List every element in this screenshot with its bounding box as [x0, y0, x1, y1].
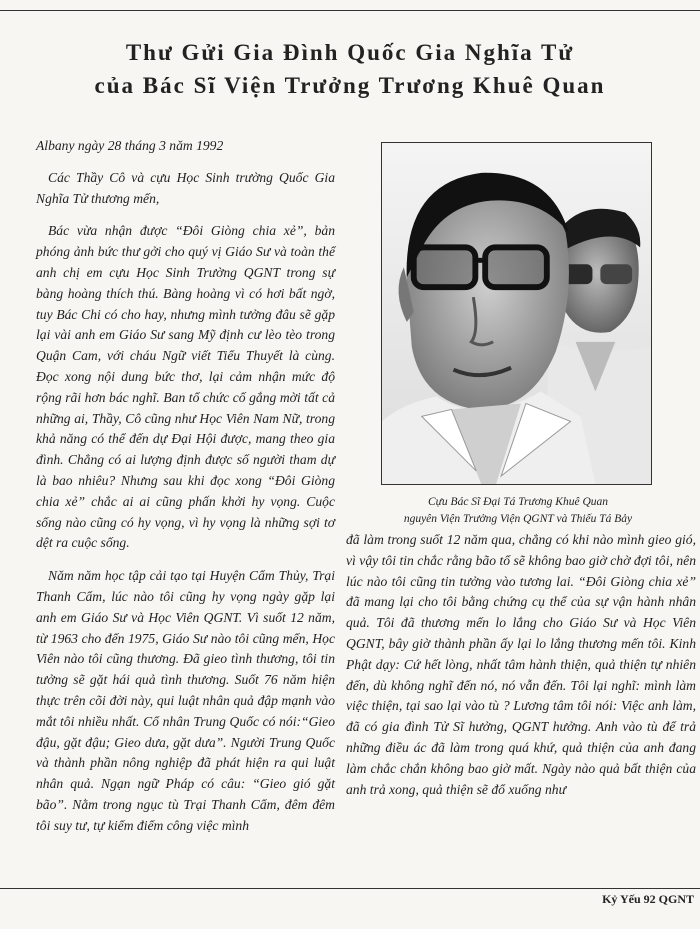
letter-date: Albany ngày 28 tháng 3 năm 1992 — [36, 138, 224, 153]
photo-caption — [348, 494, 688, 528]
page-footer: Kỷ Yếu 92 QGNT — [602, 892, 694, 906]
bottom-rule — [0, 888, 700, 889]
letter-greeting: Các Thầy Cô và cựu Học Sinh trường Quốc Gia Nghĩa Tử thương mến, — [36, 169, 335, 206]
caption-line-2: nguyên Viện Trưởng Viện QGNT và Thiếu Tá Bảy — [403, 513, 633, 525]
letter-paragraph-2: Năm năm học tập cải tạo tại Huyện Cẩm Thủy, Trại Thanh Cẩm, lúc nào tôi cũng hy vọng ngày gặp lại anh em Giáo Sư và Học Viên QGNT. Vì suốt 12 năm, từ 1963 cho đến 1975, Giáo Sư nào tôi cũng mến, Học Viên nào tôi cũng thương. Đã gieo tình thương, tôi tin tưởng sẽ gặt hái quả tình thương. Suốt 76 năm hiện thực trên cõi đời này, qui luật nhân quả đập mạnh vào mắt tôi nhiều nhất. Cổ nhân Trung Quốc có nói:“Gieo đậu, gặt đậu; Gieo dưa, gặt dưa”. Người Trung Quốc và thành phần nông nghiệp đã phát hiện ra qui luật nhân quả. Ngạn ngữ Pháp có câu: “Gieo gió gặt bão”. Nằm trong ngục tù Trại Thanh Cẩm, đêm đêm tôi suy tư, tự kiểm điểm công việc mình — [36, 568, 335, 833]
letter-paragraph-1: Bác vừa nhận được “Đôi Giòng chia xẻ”, bản phóng ảnh bức thư gởi cho quý vị Giáo Sư và toàn thể anh chị em cựu Học Sinh Trường QGNT trong sự bàng hoàng thích thú. Bàng hoàng vì có hơi bất ngờ, tuy Bác Chi có cho hay, nhưng mình tưởng đâu sẽ gặp lại vài anh em Giáo Sư sang Mỹ định cư lèo tèo trong Quận Cam, với cháu Ngữ viết Tiểu Thuyết là cùng. Đọc xong nội dung bức thơ, lại cảm nhận mức độ rộng rãi hơn bác nghĩ. Ban tổ chức cố gắng mời tất cả những ai, Thầy, Cô cũng như Học Viên Nam Nữ, trong khả năng có thể đến dự Đại Hội được, mang theo gia đình. Chẳng có ai lượng định được số người tham dự là bao nhiêu? Nhưng sau khi đọc xong “Đôi Giòng chia xẻ” chắc ai ai cũng phấn khởi hy vọng. Cuộc sống nào cũng có hy vọng, vì hy vọng là những sợi tơ dệt ra cuộc sống. — [36, 223, 335, 551]
caption-line-1: Cựu Bác Sĩ Đại Tá Trương Khuê Quan — [427, 496, 608, 508]
photo-image — [382, 143, 651, 484]
title-line-1: Thư Gửi Gia Đình Quốc Gia Nghĩa Tử — [125, 40, 575, 65]
portrait-photo — [381, 142, 652, 485]
left-column — [36, 136, 335, 837]
title-line-2: của Bác Sĩ Viện Trưởng Trương Khuê Quan — [94, 73, 606, 98]
right-column — [346, 530, 696, 800]
top-rule — [0, 10, 700, 11]
page-title — [0, 36, 700, 102]
letter-paragraph-2-continued: đã làm trong suốt 12 năm qua, chẳng có khi nào mình gieo gió, vì vậy tôi tin chắc rằng bão tố sẽ không bao giờ chờ đợi tôi, nên lúc nào tôi cũng tin tưởng vào tương lai. “Đôi Giòng chia xẻ” đã mang lại cho tôi bằng chứng cụ thể của sự vận hành nhân quả. Tôi đã thương mến lo lắng cho Giáo Sư và Học Viên QGNT, bây giờ thành phần ấy lại lo lắng thương mến tôi. Kinh Phật dạy: Cứ hết lòng, nhất tâm hành thiện, quả thiện tự nhiên đến, dù không nghĩ đến nó, nó vẫn đến. Tôi lại nghĩ: mình làm việc thiện, tại sao lại vào tù ? Lương tâm tôi nói: Việc anh làm, đã có gia đình Tử Sĩ hưởng, QGNT hưởng. Anh vào tù để trả những điều ác đã làm trong quá khứ, quả thiện của anh đang làm chắc chắn không bao giờ mất. Ngày nào quả bất thiện của anh trả xong, quả thiện sẽ đổ xuống như — [346, 532, 696, 797]
